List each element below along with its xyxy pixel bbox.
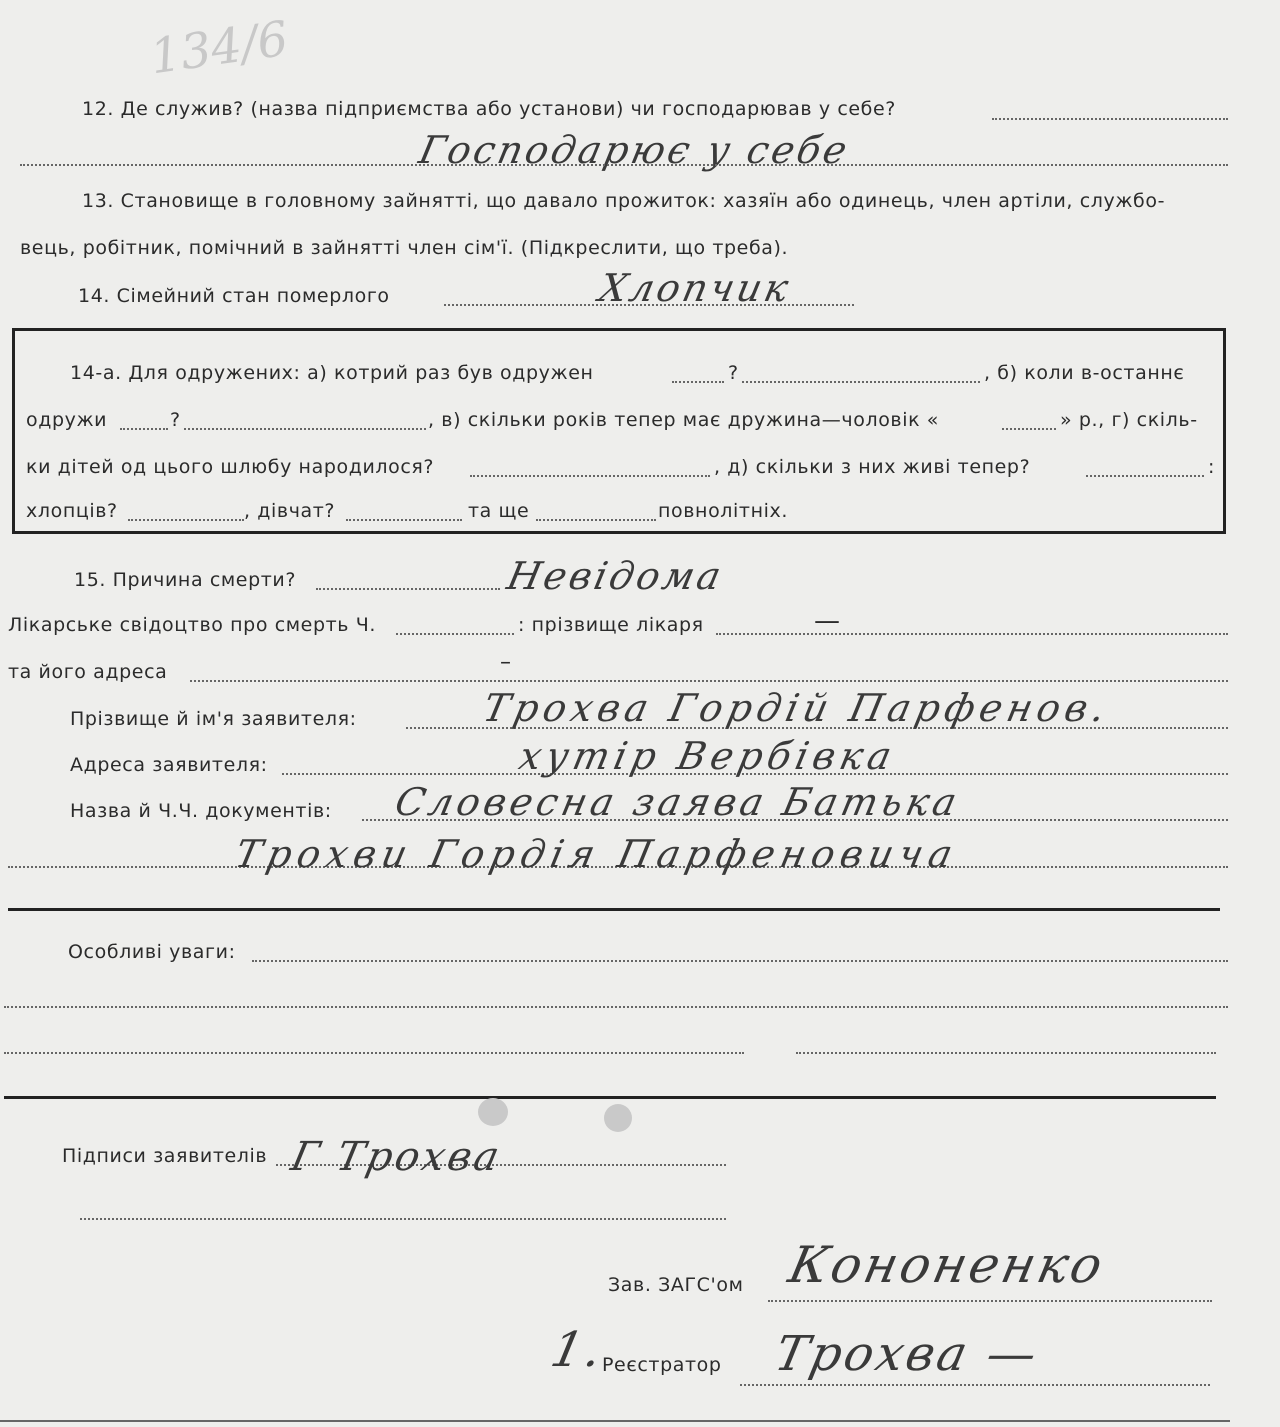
q12-answer-line	[20, 164, 1228, 166]
q14-answer: Хлопчик	[595, 266, 796, 310]
q14a-line4-dots1	[128, 519, 244, 521]
q14a-line3-b: , д) скільки з них живі тепер?	[714, 456, 1031, 478]
q15-label: 15. Причина смерти?	[74, 569, 297, 591]
q13-line2: вець, робітник, помічний в зайнятті член сім'ї. (Підкреслити, що треба).	[20, 237, 789, 259]
q12-answer: Господарює у себе	[415, 128, 854, 172]
address-label: та його адреса	[8, 661, 168, 683]
q14a-line1-a: 14-а. Для одружених: а) котрий раз був одружен	[70, 362, 594, 384]
documents-label: Назва й Ч.Ч. документів:	[70, 800, 332, 822]
q14a-line1-b: ?	[728, 362, 739, 384]
address-dotted-line	[190, 680, 1228, 682]
q14a-line1-dots2	[742, 381, 980, 383]
q14a-line2-b: ?	[170, 409, 181, 431]
bottom-edge-line	[0, 1420, 1230, 1422]
q14-label: 14. Сімейний стан померлого	[78, 285, 390, 307]
q14a-line3-a: ки дітей од цього шлюбу народилося?	[26, 456, 435, 478]
applicant-name-label: Прізвище й ім'я заявителя:	[70, 708, 357, 730]
doctor-dash: —	[814, 606, 841, 636]
applicant-address-label: Адреса заявителя:	[70, 754, 268, 776]
head-label: Зав. ЗАГС'ом	[608, 1274, 744, 1296]
registrar-label: Реєстратор	[602, 1354, 722, 1376]
signatures-line-2	[80, 1218, 726, 1220]
address-dash: –	[500, 650, 512, 675]
section-divider-2	[4, 1096, 1216, 1099]
q14a-line4-b: , дівчат?	[244, 500, 336, 522]
q14a-line2-a: одружи	[26, 409, 108, 431]
doctor-label: : прізвище лікаря	[518, 614, 704, 636]
q14a-line4-a: хлопців?	[26, 500, 118, 522]
q14a-line3-dots1	[470, 475, 710, 477]
q14a-line2-dots1	[120, 428, 168, 430]
q15-answer: Невідома	[503, 554, 728, 598]
notes-line-2	[4, 1006, 1228, 1008]
applicant-name-answer: Трохва Гордій Парфенов.	[479, 686, 1115, 730]
q15-dotted-line	[316, 588, 500, 590]
head-signature-line	[768, 1300, 1212, 1302]
notes-line-3b	[796, 1052, 1216, 1054]
registrar-signature-line	[740, 1384, 1210, 1386]
q13-line1: 13. Становище в головному зайнятті, що давало прожиток: хазяїн або одинець, член артіли, службо-	[82, 190, 1166, 212]
pencil-record-number: 134/6	[146, 10, 292, 86]
q14a-line2-d: » р., г) скіль-	[1060, 409, 1198, 431]
q14a-line1-dots1	[672, 381, 724, 383]
stain-1	[478, 1098, 508, 1126]
q14a-line4-d: повнолітніх.	[658, 500, 788, 522]
notes-line-1	[252, 960, 1228, 962]
cert-label: Лікарське свідоцтво про смерть Ч.	[8, 614, 376, 636]
q12-dotted-line	[992, 118, 1228, 120]
q14a-line2-c: , в) скільки років тепер має дружина—чоловік «	[428, 409, 940, 431]
q14a-line3-c: :	[1208, 456, 1216, 478]
q14a-line4-dots3	[536, 519, 656, 521]
q14a-line3-dots2	[1086, 475, 1204, 477]
registrar-signature: Трохва —	[770, 1326, 1045, 1382]
q14a-married-box	[12, 328, 1226, 534]
q14a-line1-c: , б) коли в-останнє	[984, 362, 1185, 384]
doctor-dotted-line	[716, 633, 1228, 635]
notes-label: Особливі уваги:	[68, 941, 236, 963]
applicant-address-answer: хутір Вербівка	[515, 734, 901, 778]
documents-answer-2: Трохви Гордія Парфеновича	[231, 832, 963, 876]
q14a-line4-dots2	[346, 519, 462, 521]
registrar-number: 1.	[546, 1322, 610, 1378]
documents-answer-1: Словесна заява Батька	[391, 780, 965, 824]
section-divider-1	[8, 908, 1220, 911]
notes-line-3a	[4, 1052, 744, 1054]
q14a-line2-dots3	[1002, 428, 1056, 430]
signatures-answer: Г Трохва	[287, 1134, 507, 1180]
q12-label: 12. Де служив? (назва підприємства або установи) чи господарював у себе?	[82, 98, 896, 120]
q14a-line2-dots2	[184, 428, 426, 430]
signatures-label: Підписи заявителів	[62, 1145, 268, 1167]
stain-2	[604, 1104, 632, 1132]
head-signature: Кононенко	[783, 1236, 1111, 1294]
cert-dotted-line	[396, 633, 514, 635]
q14a-line4-c: та ще	[468, 500, 530, 522]
